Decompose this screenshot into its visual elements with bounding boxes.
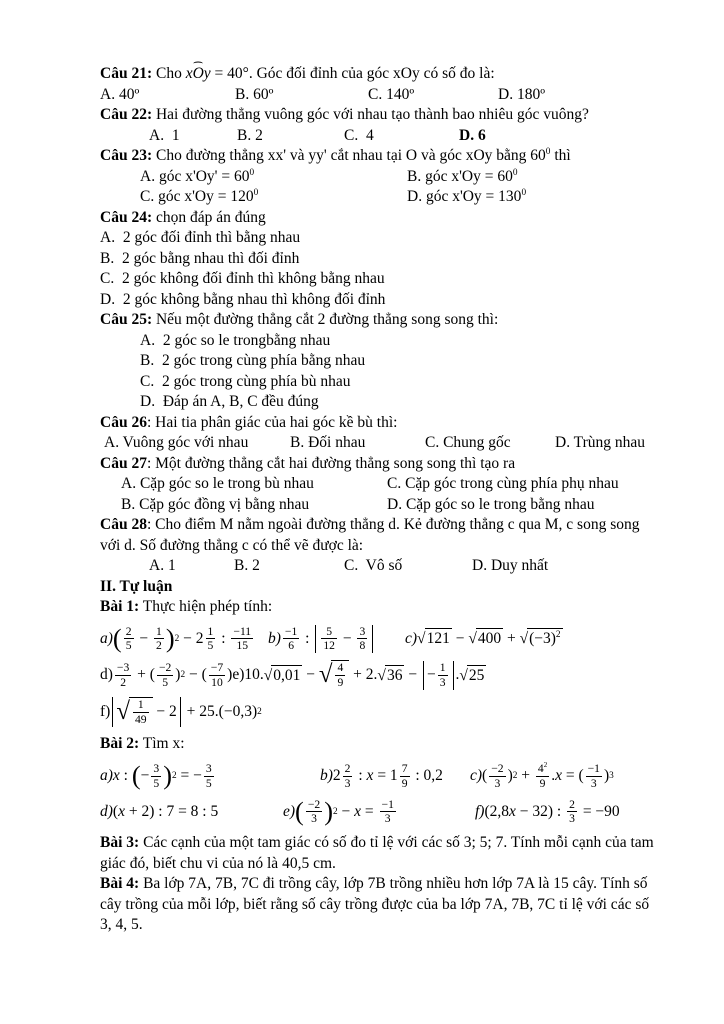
paragraph-text: : Cho điểm M nằm ngoài đường thẳng d. Kẻ đường thẳng c qua M, c song song với d. Số đường thẳng c có thể vẽ được là: (100, 516, 640, 554)
math-expression: d) $\frac{-3}{2}$ + ( $\frac{-2}{5}$ ) 2 − ( $\frac{-7}{10}$ ) (100, 660, 233, 689)
absolute-value: − $\frac{1}{3}$ (423, 661, 454, 690)
superscript: 2 (543, 760, 548, 769)
fraction-numerator: 2 (125, 624, 132, 638)
fraction-denominator: 49 (134, 713, 147, 727)
superscript: 0 (249, 167, 255, 178)
options-grid (100, 474, 654, 515)
paragraph-lead: Bài 1: (100, 598, 140, 615)
fraction-numerator: 3 (205, 761, 212, 775)
math-line (100, 798, 654, 827)
fraction (586, 762, 602, 791)
left-paren: ( (112, 623, 122, 653)
answer-option: D. Trùng nhau (555, 434, 646, 451)
left-paren: ( (295, 796, 304, 826)
paragraph (100, 734, 654, 755)
fraction-denominator: 2 (156, 639, 162, 653)
answer-option: A. góc $x'Oy' = 60^0$ (140, 167, 255, 185)
fraction (206, 625, 216, 654)
fraction (115, 661, 131, 690)
paragraph (100, 515, 654, 556)
answer-option: B. 2 góc bằng nhau thì đối đỉnh (100, 249, 300, 267)
absolute-value: √ $\frac{1}{49}$ − 2 (112, 697, 180, 727)
fraction-denominator: 3 (439, 675, 446, 689)
paragraph-text: Hai đường thẳng vuông góc với nhau tạo thành bao nhiêu góc vuông? (152, 106, 589, 123)
options-row (100, 85, 654, 106)
fraction (154, 625, 164, 654)
section-heading: II. Tự luận (100, 577, 173, 595)
radicand: 400 (476, 628, 503, 650)
radical-sign: √ (263, 666, 273, 684)
superscript: 0 (521, 187, 527, 198)
paragraph-lead: Bài 4: (100, 875, 140, 893)
answer-option: A. 2 góc đối đỉnh thì bằng nhau (100, 229, 301, 246)
fraction-numerator: −1 (284, 624, 298, 638)
paragraph-lead: Câu 27 (100, 454, 147, 472)
fraction-denominator: 9 (539, 776, 546, 790)
fraction-denominator: 5 (207, 639, 214, 653)
parenthesized-group (295, 798, 333, 827)
square-root (319, 660, 349, 690)
math-expression: e)10. √ 0,01 − √ $\frac{4}{9}$ + 2. √ 36 − − $\frac{1}{3}$ . √ 25 (232, 660, 485, 690)
answer-option: D. góc $x'Oy = 130^0$ (407, 187, 527, 205)
math-line (100, 697, 654, 727)
fraction (124, 625, 134, 654)
paragraph-lead: Bài 2: (100, 735, 140, 753)
paragraph-text: chọn đáp án đúng (152, 208, 266, 226)
left-paren: ( (131, 760, 141, 790)
radicand (129, 697, 153, 727)
math-line (100, 625, 654, 654)
radical-sign: √ (318, 660, 333, 688)
answer-option: C. góc $x'Oy = 120^0$ (140, 187, 259, 205)
options-grid (100, 167, 654, 208)
fraction-numerator: 1 (156, 624, 162, 638)
fraction-denominator: 9 (401, 776, 408, 790)
fraction-denominator: 5 (162, 675, 169, 689)
answer-option: B. Đối nhau (290, 434, 366, 451)
radical-sign: √ (519, 630, 529, 648)
options-list (100, 331, 654, 413)
fraction (536, 762, 549, 791)
radicand (331, 660, 349, 690)
paragraph-text: Cho ⌢ xOy = 40°. Góc đối đỉnh của góc xOy có số đo là: (152, 65, 495, 82)
superscript: 0 (253, 187, 259, 198)
answer-option: A. 1 (149, 557, 176, 574)
paragraph-text: Nếu một đường thẳng cắt 2 đường thẳng song song thì: (152, 311, 499, 328)
math-expression: e) ( $\frac{-2}{3}$ ) 2 − x = $\frac{-1}{3}$ (283, 796, 394, 826)
paragraph-lead: Câu 24: (100, 208, 153, 226)
answer-option: C. Chung gốc (425, 434, 511, 451)
paragraph-lead: Câu 22: (100, 106, 153, 123)
fraction (306, 798, 322, 827)
paragraph-lead: Bài 3: (100, 834, 140, 852)
math-expression: a) ( $\frac{2}{5}$ − $\frac{1}{2}$ ) 2 − 2 $\frac{1}{5}$ : $\frac{-11}{15}$ (100, 623, 252, 653)
fraction (343, 762, 353, 791)
paragraph (100, 874, 654, 936)
options-row (100, 556, 654, 577)
fraction-denominator: 3 (311, 812, 317, 826)
math-line (100, 660, 654, 690)
answer-option: D. Đáp án A, B, C đều đúng (140, 393, 319, 410)
answer-option: C. 2 góc không đối đỉnh thì không bằng nhau (100, 270, 385, 287)
answer-option: D. Cặp góc so le trong bằng nhau (387, 495, 595, 513)
square-root (377, 665, 404, 687)
options-row (100, 433, 654, 454)
answer-option: C. 2 góc trong cùng phía bù nhau (140, 372, 351, 390)
superscript: 0 (512, 167, 518, 178)
radicand: 36 (385, 665, 405, 687)
math-expression: b) 2 $\frac{2}{3}$ : x = 1 $\frac{7}{9}$ : 0,2 (320, 761, 443, 790)
parenthesized-group: ( − $\frac{3}{5}$ ) (131, 760, 172, 790)
paragraph-lead: Câu 23: (100, 147, 153, 164)
fraction (231, 625, 253, 654)
right-paren: ) (165, 623, 175, 653)
math-line (100, 762, 654, 791)
fraction-numerator: −2 (158, 660, 172, 674)
paragraph (100, 105, 654, 126)
options-row (100, 126, 654, 147)
fraction (204, 762, 214, 791)
fraction (283, 625, 299, 654)
math-expression: b) $\frac{-1}{6}$ : $\frac{5}{12}$ − $\frac{3}{8}$ (268, 625, 405, 654)
paragraph-lead: Câu 28 (100, 516, 147, 533)
radical-sign: √ (468, 630, 477, 648)
absolute-value: $\frac{5}{12}$ − $\frac{3}{8}$ (315, 625, 373, 654)
fraction-numerator: 5 (321, 625, 337, 640)
right-paren: ) (324, 796, 333, 826)
radicand: 121 (425, 628, 452, 650)
square-root (520, 628, 563, 650)
fraction-numerator: 3 (359, 624, 366, 638)
fraction (380, 798, 396, 827)
fraction-numerator: −1 (381, 797, 394, 811)
fraction-numerator: −3 (116, 660, 130, 674)
answer-option: A. 2 góc so le trongbằng nhau (140, 331, 331, 349)
answer-option: B. 2 (234, 557, 260, 574)
answer-option: A. 1 (149, 126, 180, 144)
answer-option: B. Cặp góc đồng vị bằng nhau (121, 495, 310, 513)
fraction (489, 762, 505, 791)
paragraph-text: Thực hiện phép tính: (139, 598, 273, 615)
fraction-numerator: −7 (210, 660, 224, 674)
radical-sign: √ (459, 666, 468, 684)
answer-option: B. góc $x'Oy = 60^0$ (407, 167, 518, 185)
fraction-denominator: 8 (359, 639, 366, 653)
right-paren: ) (163, 760, 172, 790)
math-expression: d) ( x + 2) : 7 = 8 : 5 (100, 802, 219, 820)
fraction-denominator: 5 (153, 776, 160, 790)
math-expression: c) √ 121 − √ 400 + √ $(-3)^2$ (405, 628, 563, 650)
angle-hat: ⌢ xOy (186, 64, 211, 85)
paragraph (100, 413, 654, 434)
paragraph-text: Cho đường thẳng xx' và yy' cắt nhau tại O và góc xOy bằng $60^0$ thì (152, 146, 571, 164)
fraction-numerator: −2 (491, 761, 504, 775)
radicand: 0,01 (271, 665, 302, 687)
answer-option: D. 2 góc không bằng nhau thì không đối đỉnh (100, 290, 386, 308)
radical-sign: √ (417, 630, 426, 648)
square-root (417, 628, 452, 650)
fraction-numerator: 2 (569, 797, 575, 811)
fraction-numerator: −1 (587, 761, 600, 775)
radical-sign: √ (116, 697, 130, 725)
fraction-numerator: 4 (337, 661, 344, 675)
paragraph-text: Ba lớp 7A, 7B, 7C đi trồng cây, lớp 7B trồng nhiều hơn lớp 7A là 15 cây. Tính số cây trồng của mỗi lớp, biết rằng số cây trồng được của ba lớp 7A, 7B, 7C tỉ lệ với các số 3, 4, 5. (100, 875, 650, 934)
fraction-denominator: 3 (590, 776, 597, 790)
square-root (468, 628, 503, 650)
fraction (400, 762, 410, 791)
fraction-denominator: 5 (125, 639, 132, 653)
math-expression: c) ( $\frac{-2}{3}$ ) 2 + $\frac{4^2}{9}$ . x = ( $\frac{-1}{3}$ ) 3 (470, 760, 614, 790)
radicand: 25 (467, 665, 487, 687)
fraction-denominator: 3 (344, 776, 351, 790)
fraction-denominator: 3 (384, 812, 391, 826)
answer-option: D. 180º (498, 85, 545, 103)
answer-option: A. Cặp góc so le trong bù nhau (121, 475, 314, 492)
answer-option: B. 2 (237, 126, 263, 144)
fraction (321, 625, 337, 654)
fraction (133, 698, 149, 727)
paragraph-text: Các cạnh của một tam giác có số đo tỉ lệ với các số 3; 5; 7. Tính mỗi cạnh của tam giác đó, biết chu vi của nó là 40,5 cm. (100, 834, 654, 872)
paragraph (100, 64, 654, 85)
fraction-denominator: 6 (288, 639, 294, 653)
document-content (100, 64, 654, 936)
paragraph (100, 208, 654, 229)
fraction (567, 798, 577, 827)
paragraph-text: : Một đường thẳng cắt hai đường thẳng song song thì tạo ra (146, 454, 516, 472)
paragraph-lead: Câu 21: (100, 65, 153, 82)
square-root (459, 665, 486, 687)
square-root (116, 697, 152, 727)
fraction (157, 661, 173, 690)
fraction-numerator: −11 (233, 624, 252, 638)
answer-option: C. 4 (344, 126, 374, 144)
fraction (209, 661, 225, 690)
fraction-denominator: 3 (569, 812, 575, 826)
fraction-numerator: 3 (153, 761, 160, 775)
fraction-denominator: 12 (323, 639, 335, 653)
fraction-numerator: 2 (344, 761, 351, 775)
paragraph-lead: Câu 25: (100, 311, 153, 328)
fraction-numerator: 1 (207, 624, 214, 638)
answer-option: C. Cặp góc trong cùng phía phụ nhau (387, 475, 619, 492)
answer-option: A. Vuông góc với nhau (104, 434, 249, 451)
paragraph (100, 310, 654, 331)
answer-option: D. Duy nhất (472, 557, 549, 574)
superscript: 0 (545, 146, 551, 157)
fraction-denominator: 5 (205, 776, 212, 790)
paragraph-lead: Câu 26 (100, 413, 147, 431)
math-expression: f) √ $\frac{1}{49}$ − 2 + 25.(−0,3) 2 (100, 697, 262, 727)
fraction-numerator: 1 (439, 660, 446, 674)
fraction-denominator: 15 (236, 639, 249, 653)
fraction (151, 762, 161, 791)
fraction (357, 625, 367, 654)
answer-option: B. 60º (235, 85, 274, 103)
math-expression: f) (2,8 x − 32) : $\frac{2}{3}$ = −90 (475, 797, 620, 826)
answer-option: B. 2 góc trong cùng phía bằng nhau (140, 352, 366, 369)
square-root (264, 665, 303, 687)
fraction-numerator: 7 (401, 761, 408, 775)
answer-option: C. Vô số (344, 557, 403, 574)
fraction (335, 661, 345, 690)
fraction-numerator: −2 (307, 797, 321, 811)
fraction-denominator: 2 (120, 675, 126, 689)
paragraph-text: : Hai tia phân giác của hai góc kề bù thì: (146, 413, 398, 431)
answer-option: C. 140º (368, 85, 415, 103)
fraction-numerator: 1 (133, 698, 149, 713)
radicand: $(-3)^2$ (527, 628, 562, 650)
paragraph (100, 833, 654, 874)
fraction-denominator: 9 (337, 676, 344, 690)
fraction-numerator: $4^2$ (537, 760, 548, 775)
answer-option: D. 6 (459, 126, 486, 144)
paragraph (100, 454, 654, 475)
fraction-denominator: 10 (211, 675, 223, 689)
fraction (438, 661, 448, 690)
paragraph (100, 146, 654, 167)
paragraph (100, 597, 654, 618)
answer-option: A. 40º (100, 85, 140, 103)
superscript: 2 (555, 630, 561, 641)
options-list (100, 228, 654, 310)
radical-sign: √ (377, 666, 386, 684)
math-expression: a)x : ( − $\frac{3}{5}$ ) 2 = − $\frac{3}{5}$ (100, 760, 212, 790)
fraction-denominator: 3 (494, 776, 501, 790)
parenthesized-group: ( $\frac{2}{5}$ − $\frac{1}{2}$ ) (112, 623, 175, 653)
paragraph-text: Tìm x: (139, 735, 185, 753)
